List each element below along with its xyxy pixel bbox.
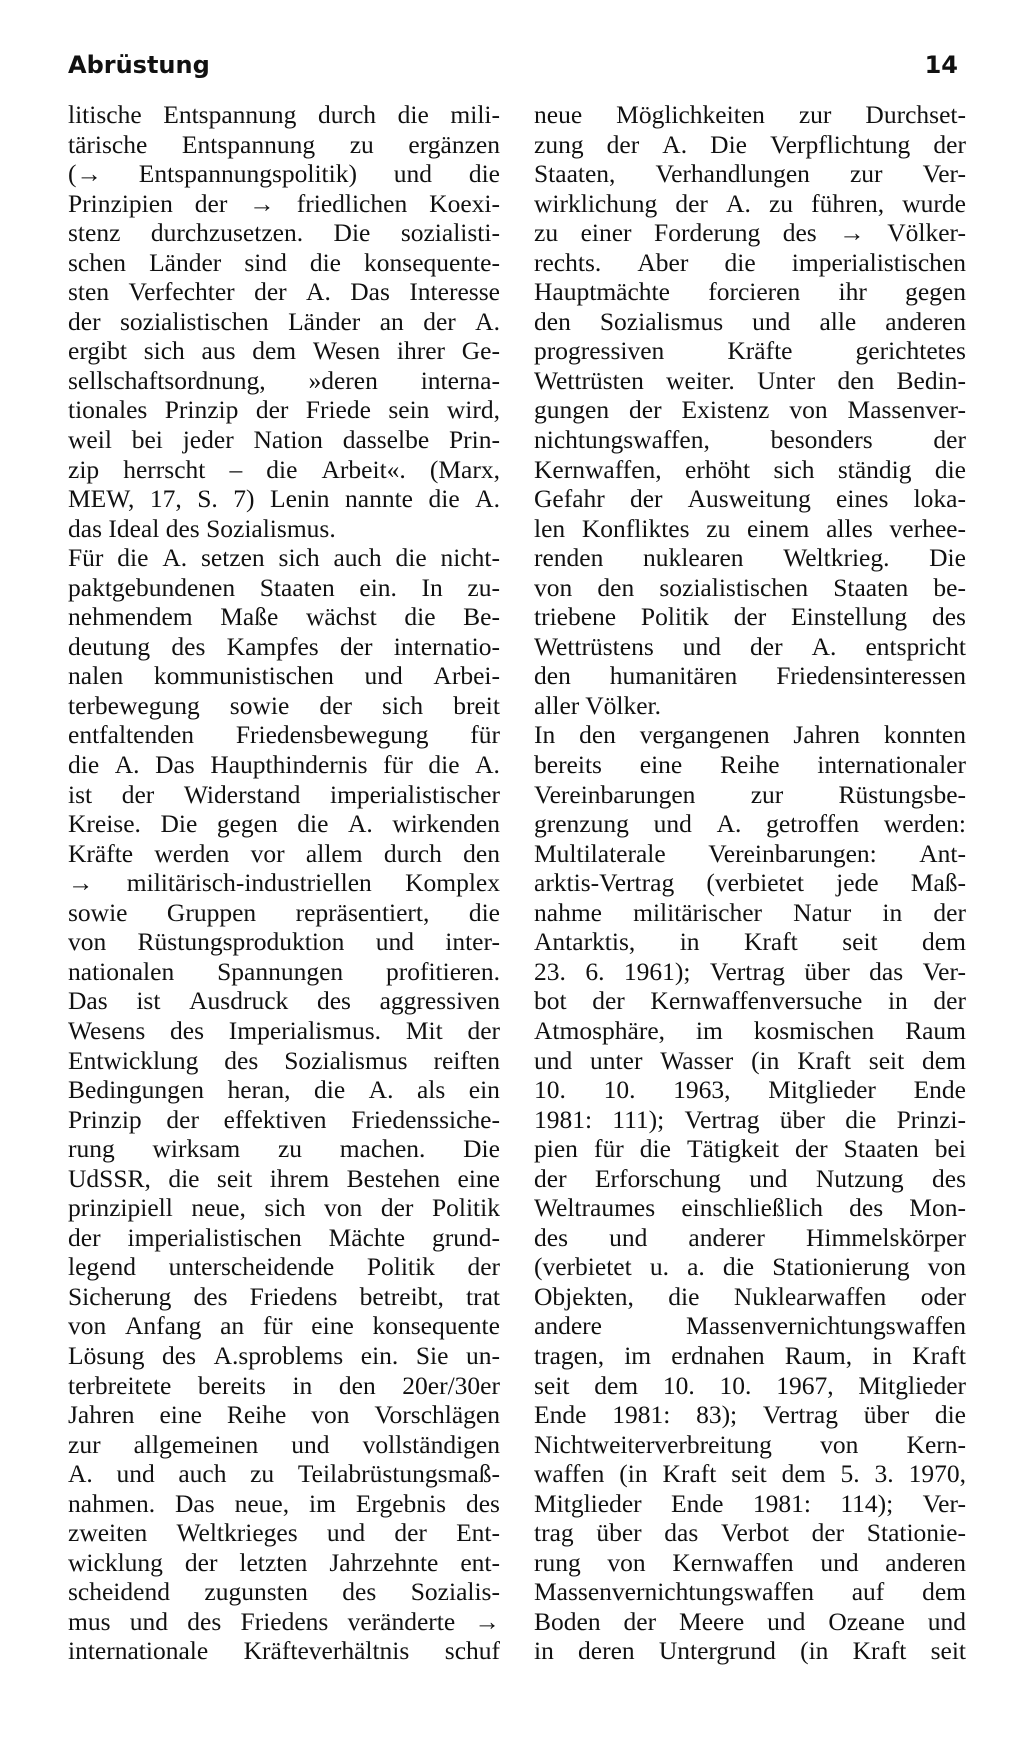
text-line: terbewegung sowie der sich breit bbox=[68, 690, 500, 720]
text-line: Entwicklung des Sozialismus reiften bbox=[68, 1045, 500, 1075]
text-line: andere Massenvernichtungswaffen bbox=[534, 1311, 966, 1341]
text-line: zip herrscht – die Arbeit«. (Marx, bbox=[68, 454, 500, 484]
text-line: zur allgemeinen und vollständigen bbox=[68, 1429, 500, 1459]
text-line: deutung des Kampfes der internatio- bbox=[68, 631, 500, 661]
text-line: schen Länder sind die konsequente- bbox=[68, 247, 500, 277]
text-line: tragen, im erdnahen Raum, in Kraft bbox=[534, 1340, 966, 1370]
text-line: mus und des Friedens veränderte → bbox=[68, 1606, 500, 1636]
text-line: rung von Kernwaffen und anderen bbox=[534, 1547, 966, 1577]
text-line: nahmen. Das neue, im Ergebnis des bbox=[68, 1488, 500, 1518]
text-line: grenzung und A. getroffen werden: bbox=[534, 809, 966, 839]
text-line: litische Entspannung durch die mili- bbox=[68, 100, 500, 129]
text-line: zweiten Weltkrieges und der Ent- bbox=[68, 1518, 500, 1548]
text-line: Ende 1981: 83); Vertrag über die bbox=[534, 1400, 966, 1430]
text-line: Kreise. Die gegen die A. wirkenden bbox=[68, 809, 500, 839]
text-line: Wettrüsten weiter. Unter den Bedin- bbox=[534, 365, 966, 395]
text-column-left bbox=[68, 100, 500, 1666]
text-line: bot der Kernwaffenversuche in der bbox=[534, 986, 966, 1016]
text-line: 23. 6. 1961); Vertrag über das Ver- bbox=[534, 956, 966, 986]
text-line: der Erforschung und Nutzung des bbox=[534, 1163, 966, 1193]
text-line: den Sozialismus und alle anderen bbox=[534, 306, 966, 336]
text-line: legend unterscheidende Politik der bbox=[68, 1252, 500, 1282]
text-line: von Anfang an für eine konsequente bbox=[68, 1311, 500, 1341]
text-line: arktis-Vertrag (verbietet jede Maß- bbox=[534, 868, 966, 898]
text-line: 10. 10. 1963, Mitglieder Ende bbox=[534, 1075, 966, 1105]
text-line: entfaltenden Friedensbewegung für bbox=[68, 720, 500, 750]
text-line: nahme militärischer Natur in der bbox=[534, 897, 966, 927]
text-line: Weltraumes einschließlich des Mon- bbox=[534, 1193, 966, 1223]
text-line: progressiven Kräfte gerichtetes bbox=[534, 336, 966, 366]
text-line: der sozialistischen Länder an der A. bbox=[68, 306, 500, 336]
text-line: Lösung des A.sproblems ein. Sie un- bbox=[68, 1340, 500, 1370]
text-line: tärische Entspannung zu ergänzen bbox=[68, 129, 500, 159]
text-line: neue Möglichkeiten zur Durchset- bbox=[534, 100, 966, 129]
text-line: Vereinbarungen zur Rüstungsbe- bbox=[534, 779, 966, 809]
page-number: 14 bbox=[924, 51, 958, 79]
text-line: Wesens des Imperialismus. Mit der bbox=[68, 1015, 500, 1045]
text-line: waffen (in Kraft seit dem 5. 3. 1970, bbox=[534, 1459, 966, 1489]
text-line: der imperialistischen Mächte grund- bbox=[68, 1222, 500, 1252]
text-line: (verbietet u. a. die Stationierung von bbox=[534, 1252, 966, 1282]
running-head bbox=[68, 48, 958, 82]
text-line: Hauptmächte forcieren ihr gegen bbox=[534, 277, 966, 307]
text-line: Wettrüstens und der A. entspricht bbox=[534, 631, 966, 661]
text-line: Jahren eine Reihe von Vorschlägen bbox=[68, 1400, 500, 1430]
text-line: nichtungswaffen, besonders der bbox=[534, 425, 966, 455]
text-line: ergibt sich aus dem Wesen ihrer Ge- bbox=[68, 336, 500, 366]
text-line: stenz durchzusetzen. Die sozialisti- bbox=[68, 218, 500, 248]
text-line: Antarktis, in Kraft seit dem bbox=[534, 927, 966, 957]
text-line: rung wirksam zu machen. Die bbox=[68, 1134, 500, 1164]
text-line: (→ Entspannungspolitik) und die bbox=[68, 159, 500, 189]
text-line: sellschaftsordnung, »deren interna- bbox=[68, 365, 500, 395]
text-line: sten Verfechter der A. Das Interesse bbox=[68, 277, 500, 307]
text-line: in deren Untergrund (in Kraft seit bbox=[534, 1636, 966, 1666]
text-line: len Konfliktes zu einem alles verhee- bbox=[534, 513, 966, 543]
text-line: Mitglieder Ende 1981: 114); Ver- bbox=[534, 1488, 966, 1518]
text-line: bereits eine Reihe internationaler bbox=[534, 750, 966, 780]
text-line: sowie Gruppen repräsentiert, die bbox=[68, 897, 500, 927]
text-line: wirklichung der A. zu führen, wurde bbox=[534, 188, 966, 218]
text-line: Massenvernichtungswaffen auf dem bbox=[534, 1577, 966, 1607]
text-line: weil bei jeder Nation dasselbe Prin- bbox=[68, 425, 500, 455]
text-line: Gefahr der Ausweitung eines loka- bbox=[534, 484, 966, 514]
text-line: von den sozialistischen Staaten be- bbox=[534, 572, 966, 602]
text-line: zu einer Forderung des → Völker- bbox=[534, 218, 966, 248]
text-column-right bbox=[534, 100, 966, 1666]
text-line: Nichtweiterverbreitung von Kern- bbox=[534, 1429, 966, 1459]
text-line: prinzipiell neue, sich von der Politik bbox=[68, 1193, 500, 1223]
text-line: zung der A. Die Verpflichtung der bbox=[534, 129, 966, 159]
text-line: triebene Politik der Einstellung des bbox=[534, 602, 966, 632]
text-line: Atmosphäre, im kosmischen Raum bbox=[534, 1015, 966, 1045]
text-line: Bedingungen heran, die A. als ein bbox=[68, 1075, 500, 1105]
text-line: das Ideal des Sozialismus. bbox=[68, 513, 336, 543]
text-line: → militärisch-industriellen Komplex bbox=[68, 868, 500, 898]
text-line: wicklung der letzten Jahrzehnte ent- bbox=[68, 1547, 500, 1577]
text-line: Sicherung des Friedens betreibt, trat bbox=[68, 1281, 500, 1311]
text-line: Prinzipien der → friedlichen Koexi- bbox=[68, 188, 500, 218]
text-line: von Rüstungsproduktion und inter- bbox=[68, 927, 500, 957]
text-line: renden nuklearen Weltkrieg. Die bbox=[534, 543, 966, 573]
text-line: tionales Prinzip der Friede sein wird, bbox=[68, 395, 500, 425]
text-line: aller Völker. bbox=[534, 690, 661, 720]
text-line: Multilaterale Vereinbarungen: Ant- bbox=[534, 838, 966, 868]
text-line: nehmendem Maße wächst die Be- bbox=[68, 602, 500, 632]
text-line: scheidend zugunsten des Sozialis- bbox=[68, 1577, 500, 1607]
text-line: Objekten, die Nuklearwaffen oder bbox=[534, 1281, 966, 1311]
text-line: 1981: 111); Vertrag über die Prinzi- bbox=[534, 1104, 966, 1134]
text-line: gungen der Existenz von Massenver- bbox=[534, 395, 966, 425]
text-line: und unter Wasser (in Kraft seit dem bbox=[534, 1045, 966, 1075]
text-line: Kernwaffen, erhöht sich ständig die bbox=[534, 454, 966, 484]
text-line: pien für die Tätigkeit der Staaten bei bbox=[534, 1134, 966, 1164]
text-line: paktgebundenen Staaten ein. In zu- bbox=[68, 572, 500, 602]
text-line: die A. Das Haupthindernis für die A. bbox=[68, 750, 500, 780]
text-line: des und anderer Himmelskörper bbox=[534, 1222, 966, 1252]
text-line: Kräfte werden vor allem durch den bbox=[68, 838, 500, 868]
text-line: Prinzip der effektiven Friedenssiche- bbox=[68, 1104, 500, 1134]
text-line: ist der Widerstand imperialistischer bbox=[68, 779, 500, 809]
text-line: Staaten, Verhandlungen zur Ver- bbox=[534, 159, 966, 189]
text-line: MEW, 17, S. 7) Lenin nannte die A. bbox=[68, 484, 500, 514]
text-line: nationalen Spannungen profitieren. bbox=[68, 956, 500, 986]
text-line: In den vergangenen Jahren konnten bbox=[534, 720, 966, 750]
text-line: Das ist Ausdruck des aggressiven bbox=[68, 986, 500, 1016]
text-line: Für die A. setzen sich auch die nicht- bbox=[68, 543, 500, 573]
text-line: internationale Kräfteverhältnis schuf bbox=[68, 1636, 500, 1666]
text-line: UdSSR, die seit ihrem Bestehen eine bbox=[68, 1163, 500, 1193]
text-line: nalen kommunistischen und Arbei- bbox=[68, 661, 500, 691]
text-line: trag über das Verbot der Stationie- bbox=[534, 1518, 966, 1548]
text-line: A. und auch zu Teilabrüstungsmaß- bbox=[68, 1459, 500, 1489]
page-title: Abrüstung bbox=[68, 51, 210, 79]
text-line: seit dem 10. 10. 1967, Mitglieder bbox=[534, 1370, 966, 1400]
text-line: rechts. Aber die imperialistischen bbox=[534, 247, 966, 277]
text-line: Boden der Meere und Ozeane und bbox=[534, 1606, 966, 1636]
text-line: terbreitete bereits in den 20er/30er bbox=[68, 1370, 500, 1400]
text-line: den humanitären Friedensinteressen bbox=[534, 661, 966, 691]
